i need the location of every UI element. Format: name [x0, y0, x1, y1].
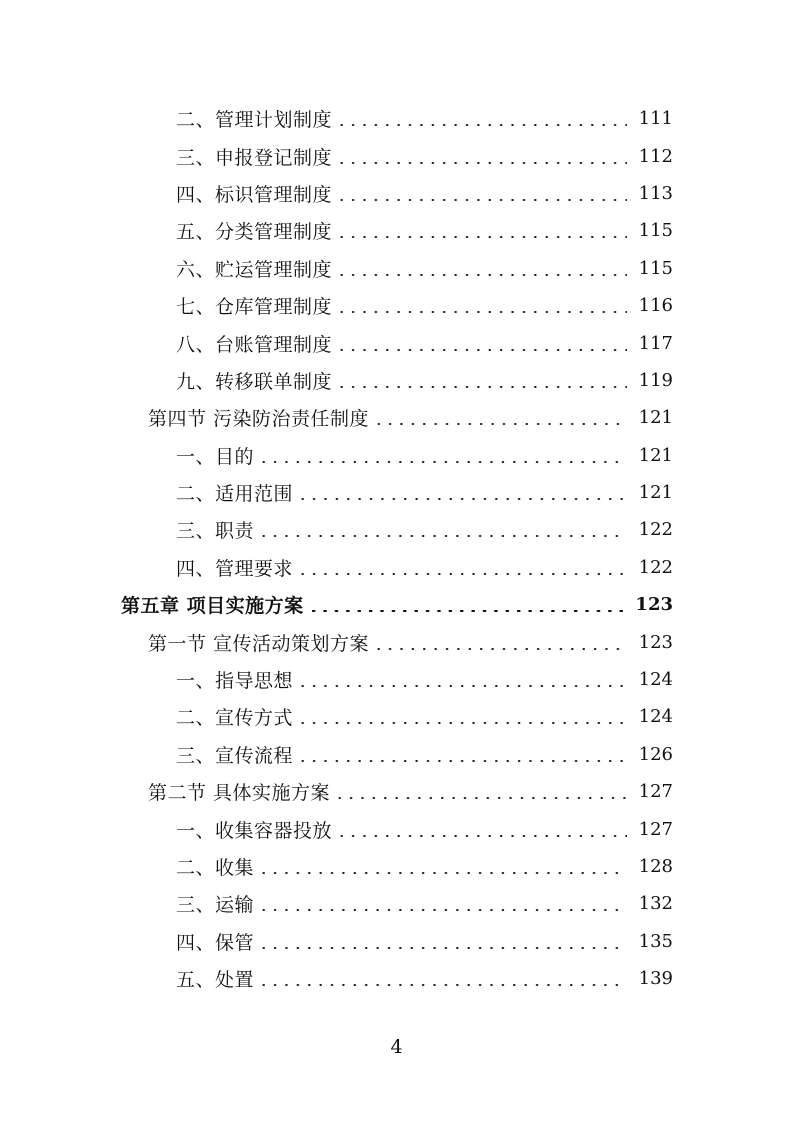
- toc-entry-title: 五、处置: [176, 969, 255, 992]
- toc-entry-title: 第二节 具体实施方案: [148, 782, 331, 805]
- toc-dot-leader: [336, 386, 627, 388]
- toc-dot-leader: [336, 236, 627, 238]
- toc-entry[interactable]: [0, 810, 793, 847]
- toc-dot-leader: [258, 535, 627, 537]
- toc-entry[interactable]: [0, 324, 793, 361]
- toc-dot-leader: [336, 199, 627, 201]
- toc-dot-leader: [297, 722, 627, 724]
- toc-dot-leader: [258, 984, 627, 986]
- toc-dot-leader: [336, 835, 627, 837]
- toc-dot-leader: [297, 573, 627, 575]
- toc-dot-leader: [373, 648, 627, 650]
- toc-entry[interactable]: [0, 736, 793, 773]
- toc-dot-leader: [336, 124, 627, 126]
- toc-entry[interactable]: [0, 474, 793, 511]
- toc-entry[interactable]: [0, 437, 793, 474]
- toc-entry-page: 112: [638, 145, 673, 167]
- toc-entry-title: 三、申报登记制度: [176, 146, 333, 169]
- toc-entry-page: 124: [638, 706, 673, 728]
- toc-dot-leader: [336, 311, 627, 313]
- toc-entry-page: 121: [638, 444, 673, 466]
- toc-entry[interactable]: [0, 362, 793, 399]
- toc-entry-page: 116: [638, 295, 673, 317]
- toc-entry-title: 一、指导思想: [176, 670, 294, 693]
- toc-dot-leader: [297, 685, 627, 687]
- toc-dot-leader: [258, 461, 627, 463]
- toc-dot-leader: [258, 947, 627, 949]
- toc-dot-leader: [308, 610, 627, 612]
- toc-dot-leader: [336, 162, 627, 164]
- toc-entry-page: 126: [638, 743, 673, 765]
- toc-entry-page: 111: [638, 108, 673, 130]
- toc-entry[interactable]: [0, 923, 793, 960]
- toc-entry-page: 132: [638, 893, 673, 915]
- toc-entry-title: 二、适用范围: [176, 483, 294, 506]
- toc-entry-page: 115: [638, 257, 673, 279]
- toc-entry-title: 三、职责: [176, 520, 255, 543]
- toc-entry-title: 五、分类管理制度: [176, 221, 333, 244]
- toc-entry[interactable]: [0, 661, 793, 698]
- toc-dot-leader: [336, 274, 627, 276]
- toc-chapter-entry[interactable]: [0, 586, 793, 623]
- toc-dot-leader: [334, 797, 627, 799]
- toc-entry[interactable]: [0, 137, 793, 174]
- toc-entry[interactable]: [0, 511, 793, 548]
- toc-entry[interactable]: [0, 885, 793, 922]
- toc-entry[interactable]: [0, 960, 793, 997]
- toc-entry-page: 128: [638, 856, 673, 877]
- toc-entry-page: 113: [638, 182, 673, 204]
- toc-entry-title: 四、标识管理制度: [176, 183, 333, 206]
- toc-entry[interactable]: [0, 848, 793, 885]
- toc-section-entry[interactable]: [0, 623, 793, 660]
- toc-entry[interactable]: [0, 100, 793, 137]
- toc-entry-title: 二、收集: [176, 857, 255, 879]
- toc-entry-page: 127: [638, 818, 673, 840]
- toc-entry[interactable]: [0, 549, 793, 586]
- toc-entry-title: 七、仓库管理制度: [176, 296, 333, 319]
- toc-entry[interactable]: [0, 250, 793, 287]
- toc-entry-page: 135: [638, 930, 673, 952]
- toc-dot-leader: [297, 760, 627, 762]
- toc-entry-page: 121: [638, 482, 673, 504]
- toc-entry-title: 九、转移联单制度: [176, 370, 333, 393]
- toc-entry-title: 二、管理计划制度: [176, 109, 333, 132]
- toc-dot-leader: [258, 872, 627, 874]
- toc-entry-title: 三、运输: [176, 894, 255, 917]
- toc-entry-title: 第五章 项目实施方案: [121, 595, 304, 618]
- toc-entry-title: 三、宣传流程: [176, 744, 294, 767]
- toc-entry-page: 119: [638, 369, 673, 391]
- toc-entry-page: 123: [638, 631, 673, 653]
- toc-entry[interactable]: [0, 698, 793, 735]
- toc-entry-title: 一、目的: [176, 445, 255, 468]
- toc-entry-title: 第一节 宣传活动策划方案: [148, 632, 370, 655]
- toc-entry-page: 117: [638, 332, 673, 354]
- toc-entry-page: 127: [638, 781, 673, 803]
- toc-entry-page: 121: [638, 407, 673, 429]
- toc-entry-page: 124: [638, 669, 673, 691]
- toc-entry[interactable]: [0, 212, 793, 249]
- toc-dot-leader: [258, 909, 627, 911]
- toc-entry-title: 二、宣传方式: [176, 707, 294, 730]
- toc-dot-leader: [297, 498, 627, 500]
- toc-entry-title: 一、收集容器投放: [176, 819, 333, 842]
- toc-section-entry[interactable]: [0, 773, 793, 810]
- toc-entry[interactable]: [0, 175, 793, 212]
- toc-entry-title: 第四节 污染防治责任制度: [148, 408, 370, 431]
- page-number: 4: [390, 1036, 403, 1058]
- toc-entry[interactable]: [0, 287, 793, 324]
- table-of-contents: [0, 100, 793, 997]
- toc-entry-page: 139: [638, 968, 673, 990]
- toc-entry-title: 四、管理要求: [176, 557, 294, 580]
- toc-entry-page: 115: [638, 220, 673, 242]
- toc-dot-leader: [373, 423, 627, 425]
- toc-entry-title: 四、保管: [176, 931, 255, 954]
- toc-entry-page: 122: [638, 556, 673, 578]
- toc-entry-title: 八、台账管理制度: [176, 333, 333, 356]
- toc-dot-leader: [336, 349, 627, 351]
- toc-section-entry[interactable]: [0, 399, 793, 436]
- toc-entry-page: 122: [638, 519, 673, 541]
- toc-entry-title: 六、贮运管理制度: [176, 258, 333, 281]
- toc-entry-page: 123: [635, 594, 673, 616]
